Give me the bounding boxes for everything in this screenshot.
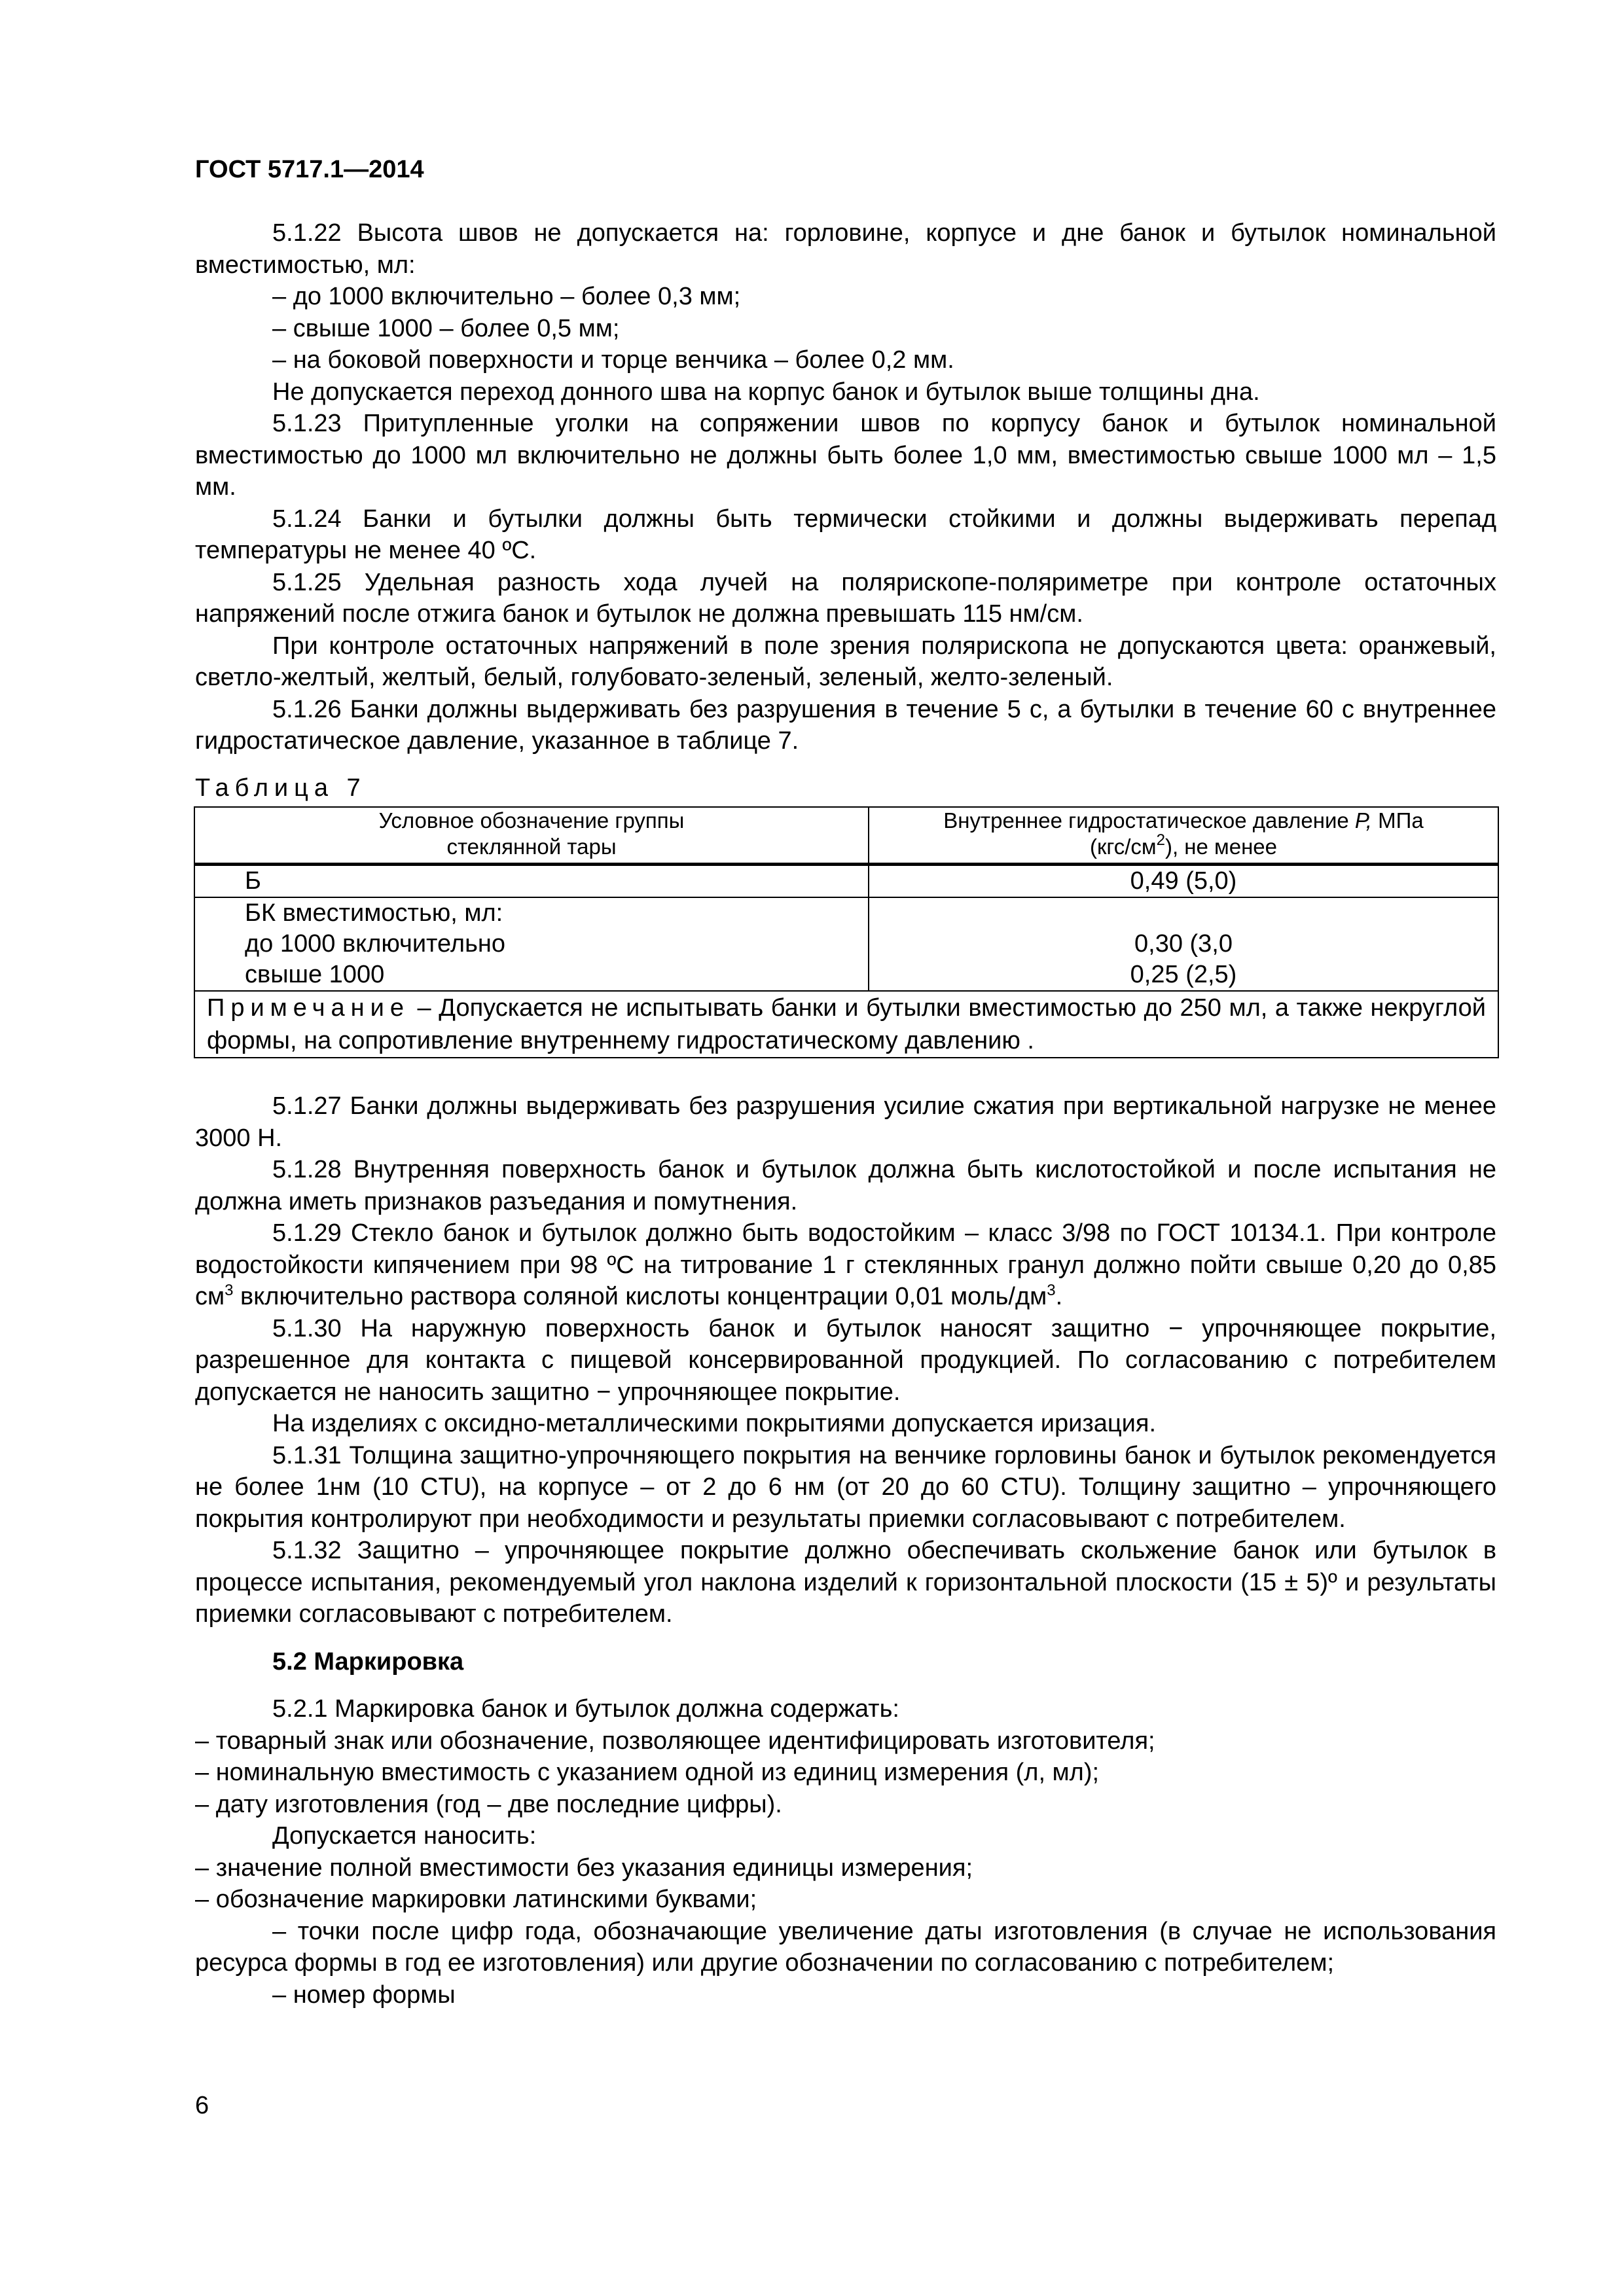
clauses-5-1-27-to-5-2 xyxy=(195,1090,1496,2011)
clause-5-1-32: 5.1.32 Защитно – упрочняющее покрытие должно обеспечивать скольжение банок или бутылок в процессе испытания, рекомендуемый угол наклона изделий к горизонтальной плоскости (15 ± 5)º и результаты приемки согласовывают с потребителем. xyxy=(195,1537,1496,1628)
note-label: Примечание xyxy=(207,994,410,1022)
clause-5-1-27: 5.1.27 Банки должны выдерживать без разрушения усилие сжатия при вертикальной нагрузке не менее 3000 Н. xyxy=(195,1092,1496,1152)
list-item: – точки после цифр года, обозначающие увеличение даты изготовления (в случае не использования ресурса формы в год ее изготовления) или другие обозначении по согласованию с потребителем; xyxy=(195,1917,1496,1977)
clause-5-1-22: 5.1.22 Высота швов не допускается на: горловине, корпусе и дне банок и бутылок номинальной вместимостью, мл: xyxy=(195,219,1496,279)
section-title: 5.2 Маркировка xyxy=(272,1647,464,1676)
list-item: – номинальную вместимость с указанием одной из единиц измерения (л, мл); xyxy=(195,1759,1100,1786)
clause-5-1-28: 5.1.28 Внутренняя поверхность банок и бутылок должна быть кислотостойкой и после испытания не должна иметь признаков разъедания и помутнения. xyxy=(195,1156,1496,1215)
list-item: – номер формы xyxy=(272,1981,456,2009)
page-number: 6 xyxy=(195,2092,209,2119)
table-cell-group: БК вместимостью, мл: до 1000 включительно свыше 1000 xyxy=(194,897,869,991)
list-item: – на боковой поверхности и торце венчика – более 0,2 мм. xyxy=(272,346,954,374)
table-note-row xyxy=(194,991,1498,1058)
table-caption: Таблица 7 xyxy=(195,774,367,802)
clause-5-2-1: 5.2.1 Маркировка банок и бутылок должна содержать: xyxy=(272,1695,899,1723)
list-item: – товарный знак или обозначение, позволяющее идентифицировать изготовителя; xyxy=(195,1727,1155,1755)
table-note xyxy=(194,991,1498,1058)
table-cell-value: 0,49 (5,0) xyxy=(869,865,1498,898)
list-item: – обозначение маркировки латинскими буквами; xyxy=(195,1886,757,1913)
column-header-group: Условное обозначение группы стеклянной тары xyxy=(194,807,869,865)
table-cell-value: 0,30 (3,0 0,25 (2,5) xyxy=(869,897,1498,991)
clauses-5-1-22-to-5-1-26 xyxy=(195,217,1496,757)
table-header-row xyxy=(194,807,1498,865)
list-item: – свыше 1000 – более 0,5 мм; xyxy=(272,314,620,342)
table-cell-group: Б xyxy=(194,865,869,898)
table-row xyxy=(194,865,1498,898)
note-text: – Допускается не испытывать банки и бутылки вместимостью до 250 мл, а также некруглой формы, на сопротивление внутреннему гидростатическому давлению . xyxy=(207,994,1486,1054)
column-header-pressure: Внутреннее гидростатическое давление Р, МПа $(кгс/см^2)$, не менее xyxy=(869,807,1498,865)
paragraph: На изделиях с оксидно-металлическими покрытиями допускается иризация. xyxy=(272,1410,1157,1437)
list-item: – до 1000 включительно – более 0,3 мм; xyxy=(272,283,741,310)
table-row xyxy=(194,897,1498,991)
clause-5-1-26: 5.1.26 Банки должны выдерживать без разрушения в течение 5 с, а бутылки в течение 60 с внутреннее гидростатическое давление, указанное в таблице 7. xyxy=(195,695,1496,755)
clause-5-1-29: 5.1.29 Стекло банок и бутылок должно быть водостойким – класс 3/98 по ГОСТ 10134.1. При контроле водостойкости кипячением при 98 ºС на титрование 1 г стеклянных гранул должно пойти свыше 0,20 до 0,85 $см^3$ включительно раствора соляной кислоты концентрации 0,01 моль/$дм^3$. xyxy=(195,1219,1496,1310)
pressure-table xyxy=(194,806,1499,1058)
list-item: – дату изготовления (год – две последние цифры). xyxy=(195,1790,782,1818)
document-header: ГОСТ 5717.1—2014 xyxy=(195,156,424,183)
paragraph: Не допускается переход донного шва на корпус банок и бутылок выше толщины дна. xyxy=(272,378,1260,406)
paragraph: Допускается наносить: xyxy=(272,1822,537,1850)
clause-5-1-24: 5.1.24 Банки и бутылки должны быть термически стойкими и должны выдерживать перепад температуры не менее 40 ºС. xyxy=(195,505,1496,564)
clause-5-1-25: 5.1.25 Удельная разность хода лучей на полярископе-поляриметре при контроле остаточных напряжений после отжига банок и бутылок не должна превышать 115 нм/см. xyxy=(195,568,1496,628)
paragraph: При контроле остаточных напряжений в поле зрения полярископа не допускаются цвета: оранжевый, светло-желтый, желтый, белый, голубовато-зеленый, зеленый, желто-зеленый. xyxy=(195,632,1496,691)
clause-5-1-30: 5.1.30 На наружную поверхность банок и бутылок наносят защитно − упрочняющее покрытие, разрешенное для контакта с пищевой консервированной продукцией. По согласованию с потребителем допускается не наносить защитно − упрочняющее покрытие. xyxy=(195,1314,1496,1406)
list-item: – значение полной вместимости без указания единицы измерения; xyxy=(195,1854,973,1882)
clause-5-1-23: 5.1.23 Притупленные уголки на сопряжении швов по корпусу банок и бутылок номинальной вместимостью до 1000 мл включительно не должны быть более 1,0 мм, вместимостью свыше 1000 мл – 1,5 мм. xyxy=(195,410,1496,501)
clause-5-1-31: 5.1.31 Толщина защитно-упрочняющего покрытия на венчике горловины банок и бутылок рекомендуется не более 1нм (10 CTU), на корпусе – от 2 до 6 нм (от 20 до 60 CTU). Толщину защитно – упрочняющего покрытия контролируют при необходимости и результаты приемки согласовывают с потребителем. xyxy=(195,1441,1496,1533)
